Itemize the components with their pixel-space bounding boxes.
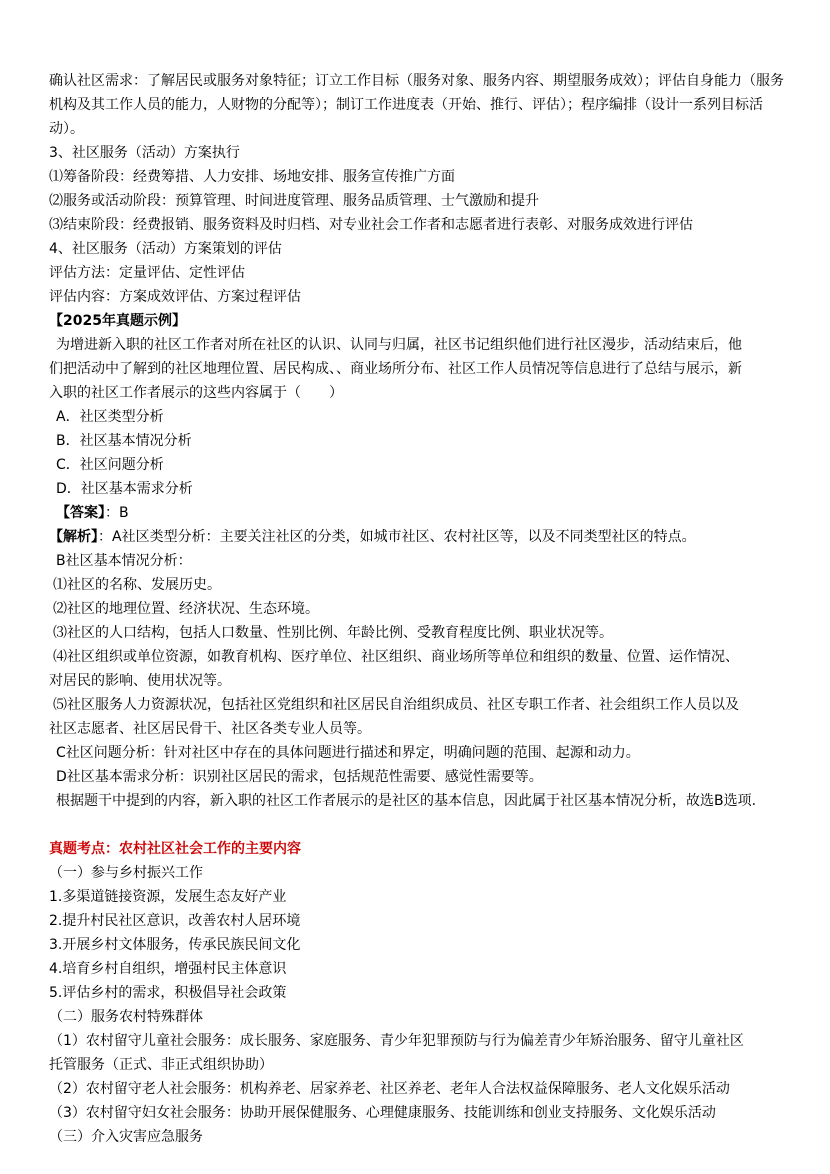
list-item-cont: 对居民的影响、使用状况等。 <box>49 673 231 689</box>
part-title: （二）服务农村特殊群体 <box>49 1009 203 1025</box>
question-text: 们把活动中了解到的社区地理位置、居民构成、、商业场所分布、社区工作人员情况等信息进行了总结与展示，新 <box>49 361 742 377</box>
section-title: 4、社区服务（活动）方案策划的评估 <box>49 241 282 257</box>
text-line: 确认社区需求：了解居民或服务对象特征；订立工作目标（服务对象、服务内容、期望服务成效）；评估自身能力（服务 <box>49 73 784 89</box>
list-item: 4.培育乡村自组织，增强村民主体意识 <box>49 961 287 977</box>
text-line: 机构及其工作人员的能力，人财物的分配等）；制订工作进度表（开始、推行、评估）；程序编排（设计一系列目标活 <box>49 97 763 113</box>
list-item: ⑷社区组织或单位资源，如教育机构、医疗单位、社区组织、商业场所等单位和组织的数量、位置、运作情况、 <box>53 649 739 665</box>
list-item: ⑴社区的名称、发展历史。 <box>53 577 221 593</box>
option-c: C．社区问题分析 <box>56 457 164 473</box>
analysis-c: C社区问题分析：针对社区中存在的具体问题进行描述和界定，明确问题的范围、起源和动力。 <box>56 745 640 761</box>
list-item: ⑵服务或活动阶段：预算管理、时间进度管理、服务品质管理、士气激励和提升 <box>49 193 539 209</box>
analysis-label: 【解析】 <box>49 529 98 545</box>
analysis-b-title: B社区基本情况分析： <box>56 553 192 569</box>
answer-value: ：B <box>105 505 129 521</box>
list-item: （3）农村留守妇女社会服务：协助开展保健服务、心理健康服务、技能训练和创业支持服务、文化娱乐活动 <box>49 1105 716 1121</box>
question-text: 为增进新入职的社区工作者对所在社区的认识、认同与归属，社区书记组织他们进行社区漫步，活动结束后，他 <box>56 337 742 353</box>
list-item: （2）农村留守老人社会服务：机构养老、居家养老、社区养老、老年人合法权益保障服务、老人文化娱乐活动 <box>49 1081 730 1097</box>
list-item-cont: 托管服务（正式、非正式组织协助） <box>49 1057 273 1073</box>
text-line: 动）。 <box>49 121 84 137</box>
list-item: ⑴筹备阶段：经费筹措、人力安排、场地安排、服务宣传推广方面 <box>49 169 455 185</box>
analysis-a: ：A社区类型分析：主要关注社区的分类，如城市社区、农村社区等，以及不同类型社区的特点。 <box>98 529 696 545</box>
answer-line <box>56 504 801 522</box>
list-item: 5.评估乡村的需求，积极倡导社会政策 <box>49 985 287 1001</box>
rural-heading: 真题考点：农村社区社会工作的主要内容 <box>49 841 301 857</box>
list-item-cont: 社区志愿者、社区居民骨干、社区各类专业人员等。 <box>49 721 371 737</box>
list-item: （1）农村留守儿童社会服务：成长服务、家庭服务、青少年犯罪预防与行为偏差青少年矫治服务、留守儿童社区 <box>49 1033 744 1049</box>
list-item: 2.提升村民社区意识，改善农村人居环境 <box>49 913 301 929</box>
option-a: A．社区类型分析 <box>56 409 164 425</box>
list-item: ⑶社区的人口结构，包括人口数量、性别比例、年龄比例、受教育程度比例、职业状况等。 <box>53 625 613 641</box>
text-line: 评估方法：定量评估、定性评估 <box>49 265 245 281</box>
example-heading: 【2025年真题示例】 <box>49 313 186 329</box>
text-line: 评估内容：方案成效评估、方案过程评估 <box>49 289 301 305</box>
analysis-d: D社区基本需求分析：识别社区居民的需求，包括规范性需要、感觉性需要等。 <box>56 769 543 785</box>
option-d: D．社区基本需求分析 <box>56 481 193 497</box>
list-item: ⑶结束阶段：经费报销、服务资料及时归档、对专业社会工作者和志愿者进行表彰、对服务成效进行评估 <box>49 217 693 233</box>
list-item: ⑸社区服务人力资源状况，包括社区党组织和社区居民自治组织成员、社区专职工作者、社会组织工作人员以及 <box>53 697 739 713</box>
analysis-line <box>49 528 794 546</box>
part-title: （一）参与乡村振兴工作 <box>49 865 203 881</box>
section-title: 3、社区服务（活动）方案执行 <box>49 145 240 161</box>
list-item: 3.开展乡村文体服务，传承民族民间文化 <box>49 937 301 953</box>
part-title: （三）介入灾害应急服务 <box>49 1129 203 1145</box>
list-item: ⑵社区的地理位置、经济状况、生态环境。 <box>53 601 319 617</box>
conclusion: 根据题干中提到的内容，新入职的社区工作者展示的是社区的基本信息，因此属于社区基本情况分析，故选B选项. <box>56 793 757 809</box>
question-text: 入职的社区工作者展示的这些内容属于（ ） <box>49 385 343 401</box>
answer-label: 【答案】 <box>56 505 105 521</box>
option-b: B．社区基本情况分析 <box>56 433 192 449</box>
list-item: 1.多渠道链接资源，发展生态友好产业 <box>49 889 287 905</box>
